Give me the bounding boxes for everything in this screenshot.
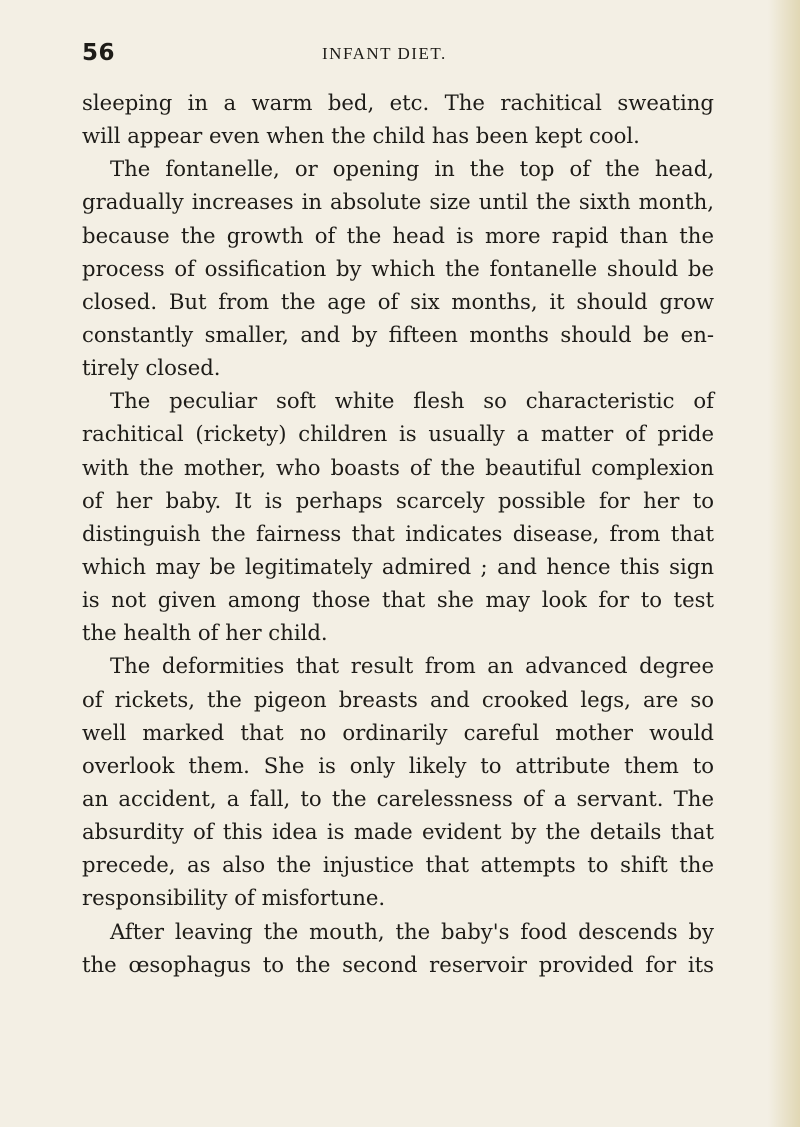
text-line: of rickets, the pigeon breasts and crooked legs, are so (82, 686, 714, 712)
body-text (82, 86, 714, 981)
text-line: the œsophagus to the second reservoir provided for its (82, 951, 714, 977)
text-line: process of ossification by which the fontanelle should be (82, 255, 714, 281)
text-line: is not given among those that she may look for to test (82, 587, 714, 613)
text-line: overlook them. She is only likely to attribute them to (82, 752, 714, 778)
text-line: with the mother, who boasts of the beautiful complexion (82, 454, 714, 480)
text-line: of her baby. It is perhaps scarcely possible for her to (82, 487, 714, 513)
page-header (82, 40, 722, 70)
text-line: gradually increases in absolute size until the sixth month, (82, 189, 714, 215)
text-line: tirely closed. (82, 355, 221, 381)
text-line: precede, as also the injustice that attempts to shift the (82, 852, 714, 878)
text-line: The peculiar soft white flesh so characteristic of (110, 388, 714, 414)
text-line: absurdity of this idea is made evident by the details that (82, 819, 714, 845)
text-line: constantly smaller, and by fifteen months should be en- (82, 321, 714, 347)
text-line: will appear even when the child has been kept cool. (82, 123, 640, 149)
text-line: responsibility of misfortune. (82, 885, 386, 911)
text-line: closed. But from the age of six months, it should grow (82, 288, 714, 314)
text-line: The deformities that result from an advanced degree (110, 653, 714, 679)
text-line: the health of her child. (82, 620, 328, 646)
text-line: The fontanelle, or opening in the top of the head, (110, 156, 714, 182)
text-line: rachitical (rickety) children is usually a matter of pride (82, 421, 714, 447)
text-line: which may be legitimately admired ; and hence this sign (82, 553, 714, 579)
page-number: 56 (82, 40, 116, 66)
text-line: sleeping in a warm bed, etc. The rachitical sweating (82, 90, 714, 115)
text-line: After leaving the mouth, the baby's food descends by (110, 918, 714, 944)
text-line: an accident, a fall, to the carelessness of a servant. The (82, 785, 714, 811)
text-line: because the growth of the head is more rapid than the (82, 222, 714, 248)
text-line: well marked that no ordinarily careful mother would (82, 719, 714, 745)
text-line: distinguish the fairness that indicates disease, from that (82, 520, 714, 546)
running-head: INFANT DIET. (322, 44, 447, 63)
